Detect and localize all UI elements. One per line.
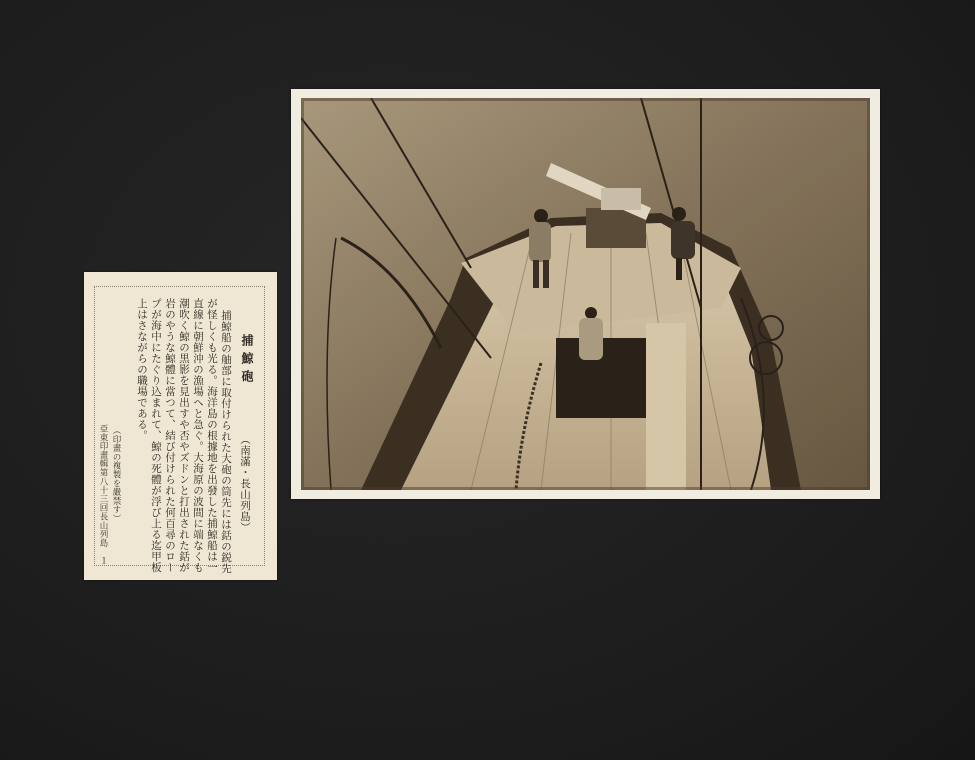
caption-line: が怪しくも光る。海洋島の根據地を出發した捕鯨船は一 — [206, 298, 218, 573]
photo-mount — [291, 89, 880, 499]
caption-line: 岩のやうな鯨體に當つて、結び付けられた何百尋のロー — [164, 298, 176, 573]
caption-line: 潮吹く鯨の黒影を見出すや否やズドンと打出された銛が — [178, 298, 190, 573]
caption-line: 直線に朝鮮沖の漁場へと急ぐ。大海原の波間に端なくも — [192, 298, 204, 573]
caption-notice: （印畫の複製を嚴禁す） — [111, 426, 121, 523]
photo-illustration — [301, 98, 870, 490]
caption-title: 捕鯨砲 — [240, 334, 254, 388]
whaling-boat-photo — [301, 98, 870, 490]
caption-line: 捕鯨船の舳部に取付けられた大砲の筒先には銛の鋭先 — [220, 310, 232, 574]
caption-line: 上はさながらの職場である。 — [136, 298, 148, 441]
caption-card — [84, 272, 277, 580]
caption-location: （南滿・長山列島） — [239, 434, 251, 533]
deck-bench — [646, 323, 686, 490]
caption-publisher: 亞東印畫輯第八十三回長山列島 １ — [98, 424, 108, 565]
caption-line: プが海中にたぐり込まれて、鯨の死體が浮び上る迄甲板 — [150, 298, 162, 573]
